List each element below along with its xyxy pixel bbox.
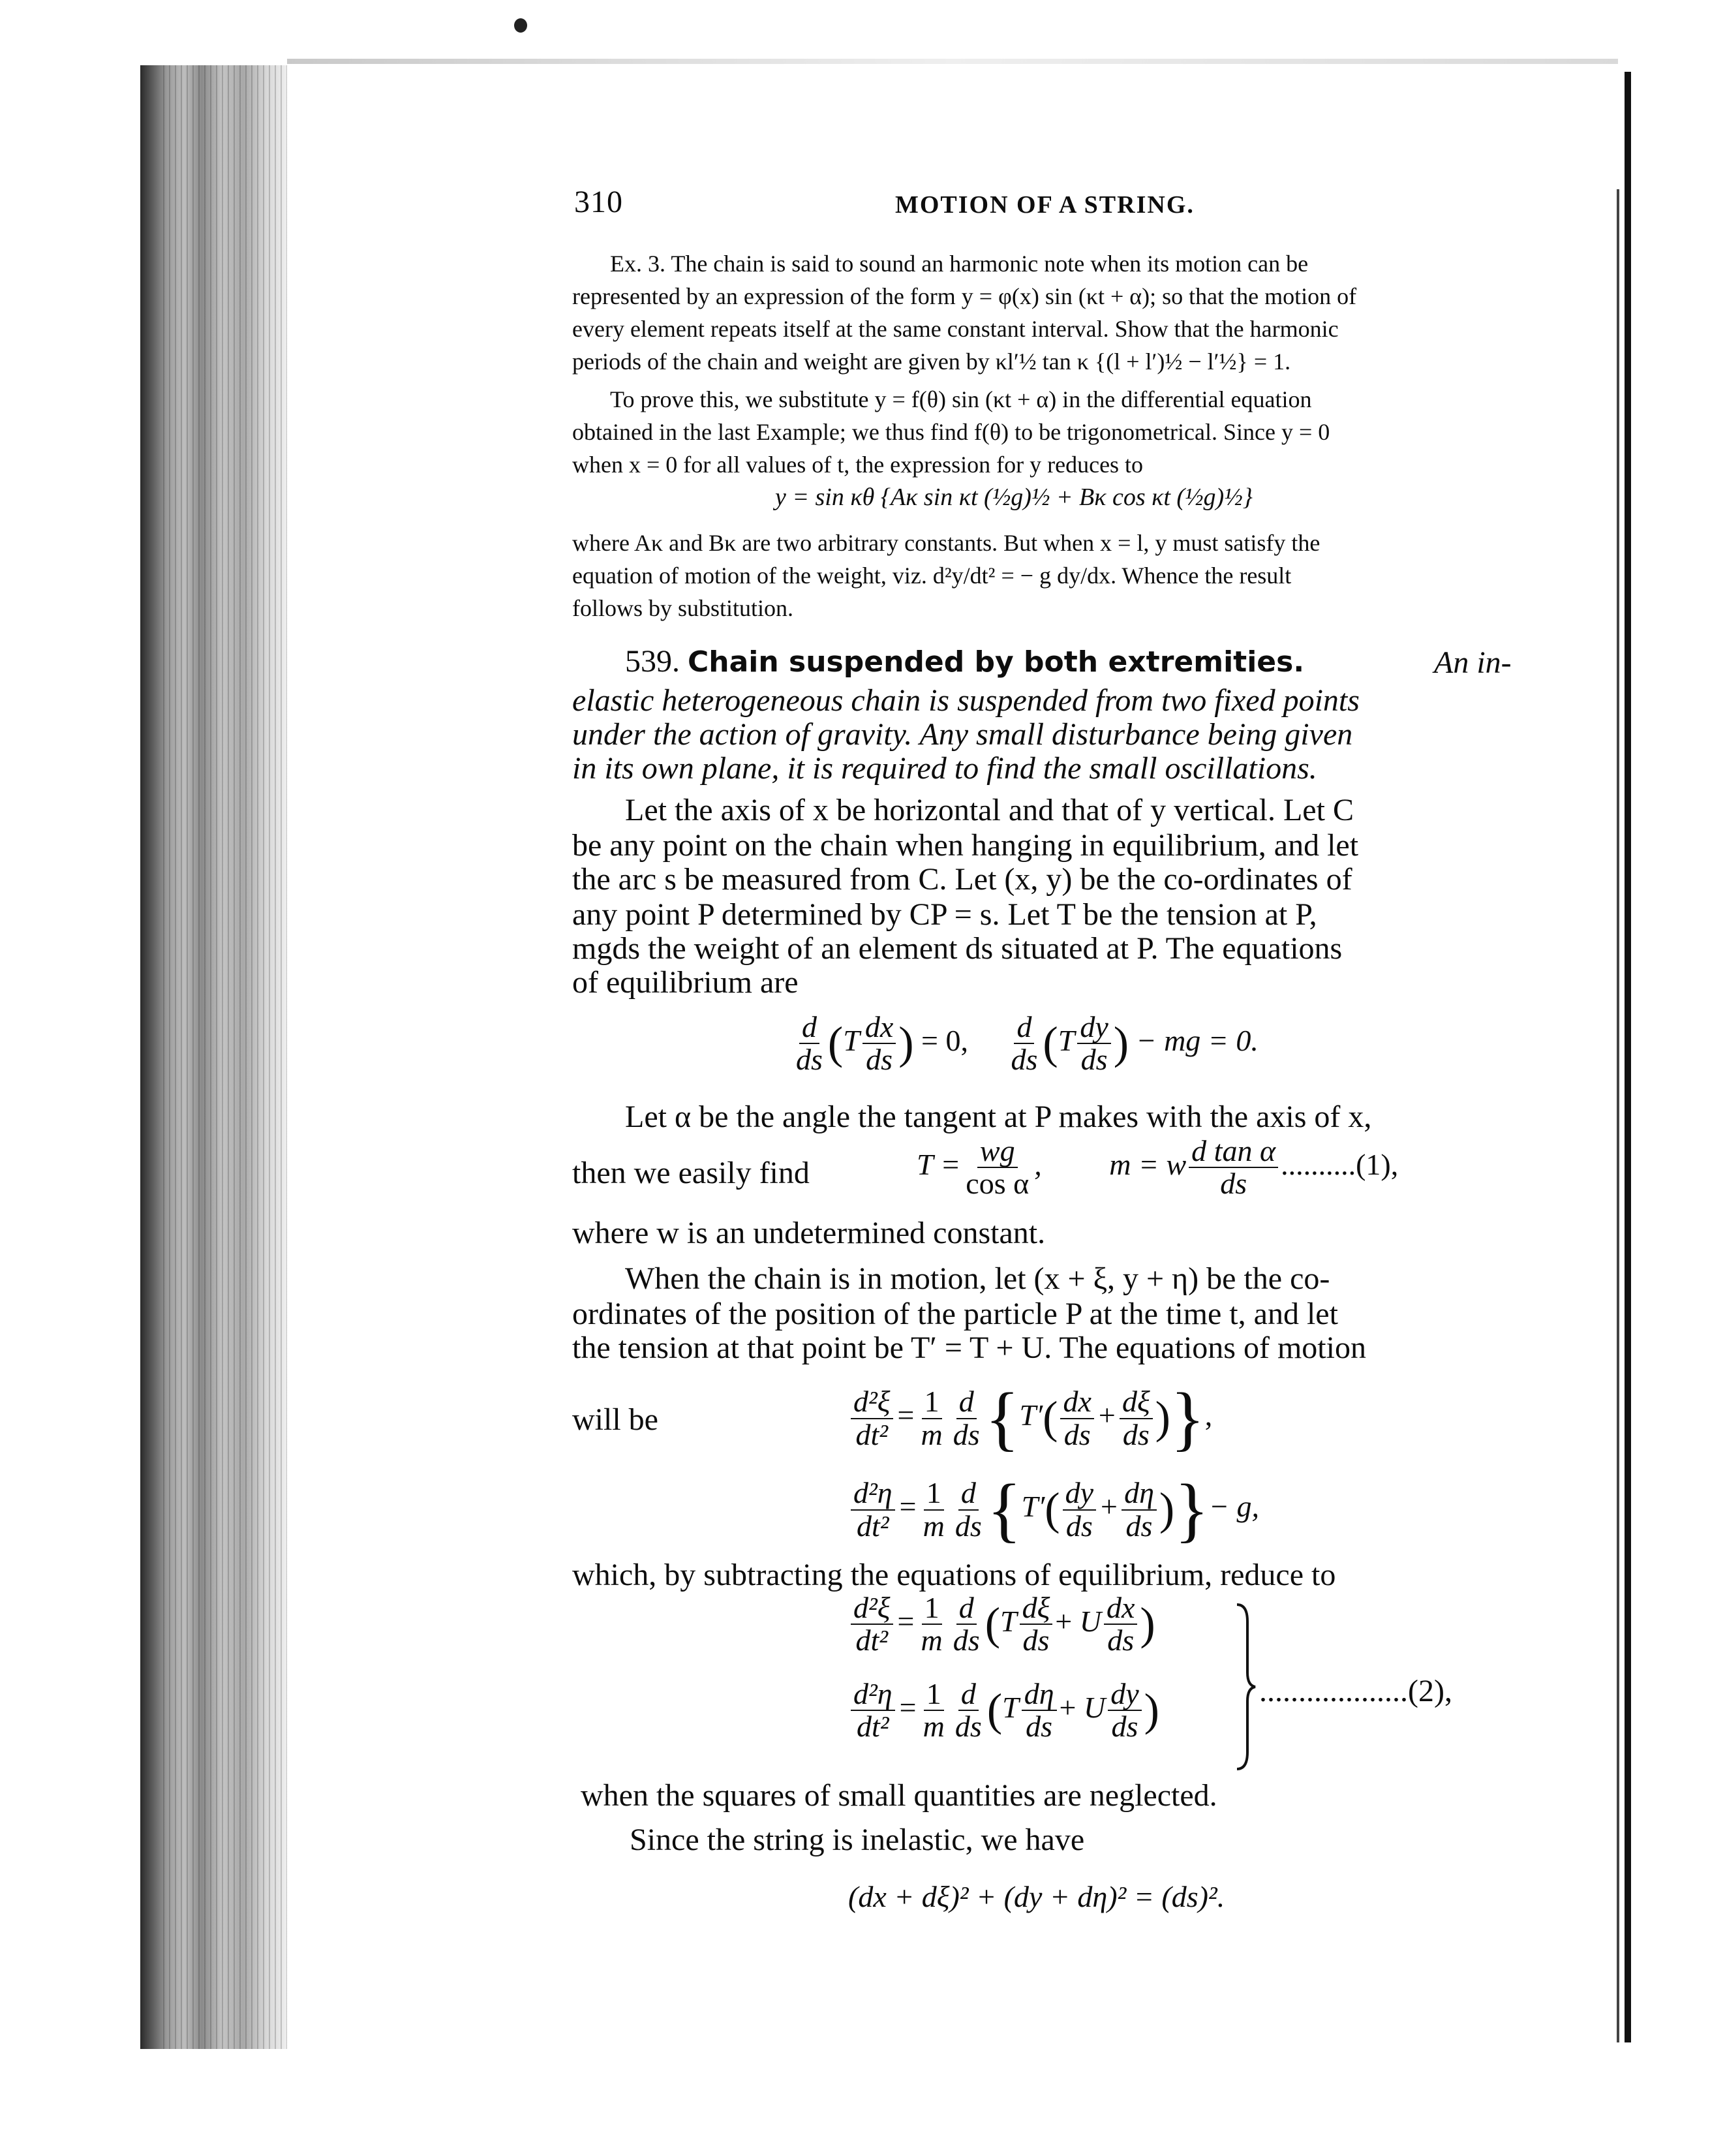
equation-1: T = $\frac{wg}{\text{cos α}}$ , m = w $\frac{\text{d tan α}}{ds}$ ..........(1), — [917, 1134, 1399, 1201]
para2-find: then we easily find — [572, 1156, 810, 1190]
para1-line-2: be any point on the chain when hanging in equilibrium, and let — [572, 828, 1359, 863]
proof-line-2: obtained in the last Example; we thus find f(θ) to be trigonometrical. Since y = 0 — [572, 419, 1330, 445]
running-title: MOTION OF A STRING. — [895, 191, 1195, 219]
equation-2-label: ...................(2), — [1259, 1674, 1452, 1708]
section-number: 539. — [625, 644, 680, 679]
proof-equation: y = sin κθ {Aκ sin κt (½g)½ + Bκ cos κt (½g)½} — [775, 484, 1253, 511]
will-be: will be — [572, 1402, 658, 1437]
subtracting-line: which, by subtracting the equations of equilibrium, reduce to — [572, 1558, 1336, 1592]
example-line-2: represented by an expression of the form y = φ(x) sin (κt + α); so that the motion of — [572, 283, 1357, 309]
facing-page-edge — [1625, 72, 1631, 2042]
statement-line-1: An in- — [1434, 645, 1512, 680]
right-brace — [1233, 1602, 1259, 1772]
reduced-equation-xi: $\frac{\text{d²ξ}}{\text{dt²}}$ = $\frac{1}{m}$ $\frac{d}{ds}$ (T $\frac{d\xi}{ds}$ + U $\frac{dx}{ds}$ ) — [848, 1592, 1155, 1657]
para1-line-3: the arc s be measured from C. Let (x, y) be the co-ordinates of — [572, 862, 1352, 897]
para1-line-1: Let the axis of x be horizontal and that of y vertical. Let C — [625, 793, 1354, 827]
para3-line-3: the tension at that point be T′ = T + U. The equations of motion — [572, 1331, 1366, 1365]
para2-line: Let α be the angle the tangent at P makes with the axis of x, — [625, 1100, 1372, 1134]
example-line-4: periods of the chain and weight are given by κl′½ tan κ {(l + l′)½ − l′½} = 1. — [572, 348, 1291, 375]
section-title: Chain suspended by both extremities. — [688, 645, 1305, 679]
para2-end: where w is an undetermined constant. — [572, 1216, 1046, 1250]
book-top-edge — [287, 59, 1618, 64]
statement-line-4: in its own plane, it is required to find the small oscillations. — [572, 751, 1317, 786]
proof-line-3: when x = 0 for all values of t, the expression for y reduces to — [572, 452, 1144, 478]
para3-line-1: When the chain is in motion, let (x + ξ, y + η) be the co- — [625, 1261, 1330, 1296]
para1-line-6: of equilibrium are — [572, 965, 799, 1000]
inelastic-line: Since the string is inelastic, we have — [630, 1823, 1085, 1857]
equilibrium-equations: $\frac{d}{ds}$ (T $\frac{dx}{ds}$ ) = 0, $\frac{d}{ds}$ (T $\frac{dy}{ds}$ ) − mg = 0. — [796, 1010, 1259, 1077]
book-page-edge-lines — [163, 65, 287, 2049]
reduced-equation-eta: $\frac{\text{d²η}}{\text{dt²}}$ = $\frac{1}{m}$ $\frac{d}{ds}$ (T $\frac{d\eta}{ds}$ + U $\frac{dy}{ds}$ ) — [848, 1678, 1159, 1743]
final-equation: (dx + dξ)² + (dy + dη)² = (ds)². — [848, 1880, 1225, 1913]
after-line-1: where Aκ and Bκ are two arbitrary constants. But when x = l, y must satisfy the — [572, 530, 1320, 556]
after-line-2: equation of motion of the weight, viz. d²y/dt² = − g dy/dx. Whence the result — [572, 562, 1292, 589]
scan-speck — [514, 18, 527, 33]
facing-page-edge-inner — [1617, 189, 1619, 2042]
page-number: 310 — [574, 185, 623, 219]
para1-line-5: mgds the weight of an element ds situated at P. The equations — [572, 931, 1343, 966]
para1-line-4: any point P determined by CP = s. Let T be the tension at P, — [572, 897, 1317, 932]
para3-line-2: ordinates of the position of the particle P at the time t, and let — [572, 1297, 1338, 1331]
example-line-3: every element repeats itself at the same constant interval. Show that the harmonic — [572, 316, 1339, 342]
after-line-3: follows by substitution. — [572, 595, 794, 621]
motion-equation-eta: $\frac{\text{d²η}}{\text{dt²}}$ = $\frac{1}{m}$ $\frac{d}{ds}$ {T′( $\frac{dy}{ds}$ + $\frac{d\eta}{ds}$ )}− g, — [848, 1468, 1259, 1551]
neglected-line: when the squares of small quantities are neglected. — [581, 1778, 1217, 1813]
proof-line-1: To prove this, we substitute y = f(θ) sin (κt + α) in the differential equation — [610, 386, 1312, 412]
statement-line-3: under the action of gravity. Any small disturbance being given — [572, 717, 1353, 752]
motion-equation-xi: $\frac{\text{d²ξ}}{\text{dt²}}$ = $\frac{1}{m}$ $\frac{d}{ds}$ {T′( $\frac{dx}{ds}$ + $\frac{d\xi}{ds}$ )}, — [848, 1377, 1212, 1460]
statement-line-2: elastic heterogeneous chain is suspended from two fixed points — [572, 683, 1360, 718]
example-line-1: Ex. 3. The chain is said to sound an harmonic note when its motion can be — [610, 251, 1309, 277]
